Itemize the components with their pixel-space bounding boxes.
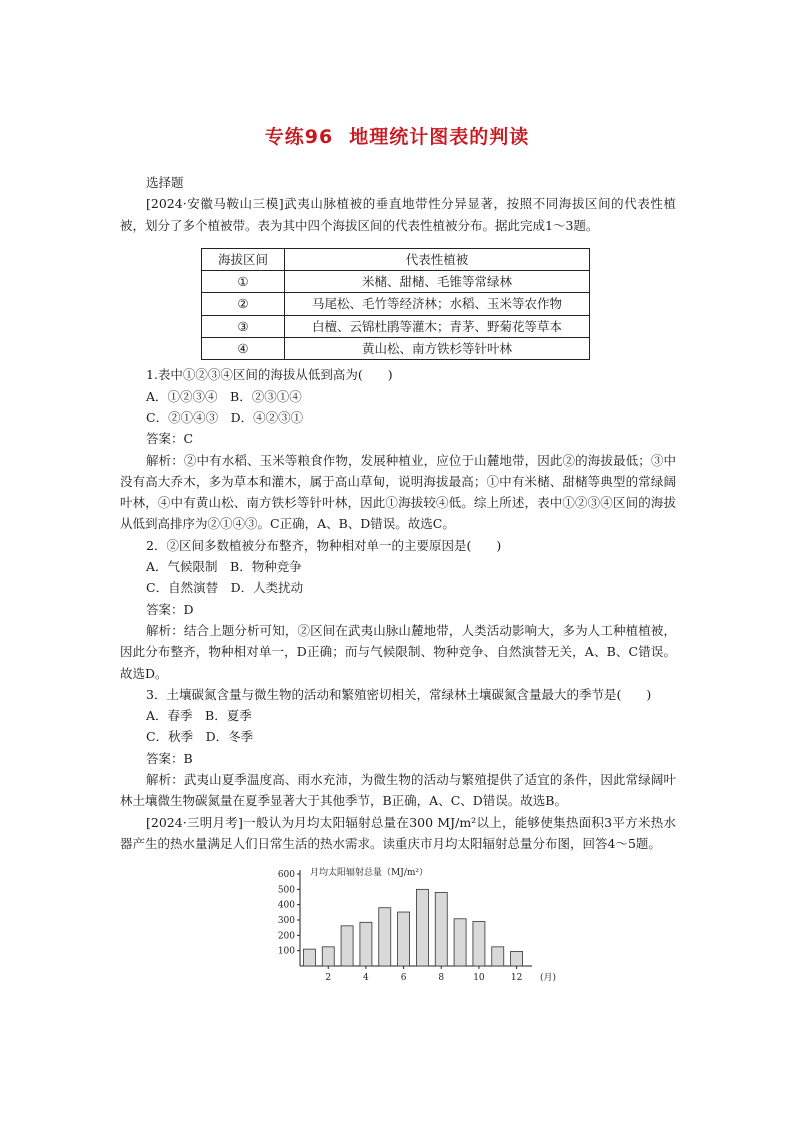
question-2-options-ab: [120, 556, 676, 577]
chart-bar: [454, 919, 466, 966]
option-d: D．人类扰动: [230, 580, 304, 596]
option-a: A．①②③④: [146, 388, 218, 404]
table-row: [202, 315, 590, 337]
table-row: [202, 271, 590, 293]
question-3-analysis: 解析：武夷山夏季温度高、雨水充沛，为微生物的活动与繁殖提供了适宜的条件，因此常绿阔叶林土壤微生物碳氮量在夏季显著大于其他季节，B正确，A、C、D错误。故选B。: [120, 772, 676, 809]
option-c: C．自然演替: [146, 580, 219, 596]
table-cell: 米槠、甜槠、毛锥等常绿林: [285, 271, 590, 293]
title-part1: 专练96: [264, 126, 334, 148]
x-tick-label: 8: [438, 973, 445, 984]
y-tick-label: 200: [277, 931, 295, 942]
section-heading: 选择题: [146, 175, 184, 190]
chart-bar: [398, 912, 410, 966]
chart-bar: [511, 952, 523, 967]
chart-bar: [492, 947, 504, 966]
y-tick-label: 600: [277, 870, 295, 881]
intro-paragraph-1: [2024·安徽马鞍山三模]武夷山脉植被的垂直地带性分异显著，按照不同海拔区间的代表性植被，划分了多个植被带。表为其中四个海拔区间的代表性植被分布。据此完成1～3题。: [120, 196, 676, 233]
table-cell: 马尾松、毛竹等经济林；水稻、玉米等农作物: [285, 293, 590, 315]
question-3-options-ab: [120, 705, 676, 726]
vegetation-table: [201, 248, 590, 360]
chart-bar: [379, 908, 391, 966]
option-d: D．④②③①: [230, 409, 304, 425]
option-c: C．②①④③: [146, 409, 219, 425]
question-2-stem: 2．②区间多数植被分布整齐，物种相对单一的主要原因是( ): [146, 537, 502, 553]
table-header-row: [202, 248, 590, 270]
y-tick-label: 300: [277, 916, 295, 927]
table-row: [202, 338, 590, 360]
question-3-options-cd: [120, 726, 676, 747]
y-tick-label: 100: [277, 946, 295, 957]
y-tick-label: 500: [277, 885, 295, 896]
table-cell: 白檀、云锦杜鹃等灌木；青茅、野菊花等草本: [285, 315, 590, 337]
x-tick-label: 12: [510, 973, 523, 984]
x-tick-label: 2: [325, 973, 332, 984]
x-tick-label: 4: [363, 973, 369, 984]
option-a: A．气候限制: [146, 559, 218, 575]
x-tick-label: 10: [473, 973, 485, 984]
chart-bar: [416, 890, 428, 967]
table-cell: ①: [202, 271, 285, 293]
option-d: D．冬季: [205, 729, 254, 745]
table-cell: ③: [202, 315, 285, 337]
document-body: [120, 172, 676, 984]
question-1-options-cd: [120, 407, 676, 428]
page-title: [0, 122, 794, 149]
solar-radiation-chart: [266, 862, 556, 984]
table-header: 海拔区间: [202, 248, 285, 270]
y-tick-label: 400: [277, 900, 295, 911]
table-cell: 黄山松、南方铁杉等针叶林: [285, 338, 590, 360]
x-tick-label: 6: [400, 973, 407, 984]
chart-canvas: [266, 862, 556, 984]
table-cell: ④: [202, 338, 285, 360]
question-3-stem: 3．土壤碳氮含量与微生物的活动和繁殖密切相关，常绿林土壤碳氮含量最大的季节是( ): [146, 686, 652, 702]
intro-paragraph-2: [2024·三明月考]一般认为月均太阳辐射总量在300 MJ/m²以上，能够使集热面积3平方米热水器产生的热水量满足人们日常生活的热水需求。读重庆市月均太阳辐射总量分布图，回答4～5题。: [120, 814, 676, 851]
chart-bar: [360, 923, 372, 967]
chart-bar: [473, 922, 485, 966]
table-header: 代表性植被: [285, 248, 590, 270]
chart-title: 月均太阳辐射总量（MJ/m²）: [310, 868, 428, 879]
option-a: A．春季: [146, 708, 193, 724]
x-axis-label: (月): [540, 973, 556, 984]
chart-bar: [322, 947, 334, 966]
question-3-answer: 答案：B: [146, 750, 193, 766]
question-1-analysis: 解析：②中有水稻、玉米等粮食作物，发展种植业，应位于山麓地带，因此②的海拔最低；③中没有高大乔木，多为草本和灌木，属于高山草甸，说明海拔最高；①中有米槠、甜槠等典型的常绿阔叶林，④中有黄山松、南方铁杉等针叶林，因此①海拔较④低。综上所述，表中①②③④区间的海拔从低到高排序为②①④③。C正确，A、B、D错误。故选C。: [120, 452, 676, 532]
option-b: B．②③①④: [230, 388, 302, 404]
table-row: [202, 293, 590, 315]
question-2-answer: 答案：D: [146, 601, 194, 617]
question-2-options-cd: [120, 577, 676, 598]
option-c: C．秋季: [146, 729, 194, 745]
chart-bar: [435, 893, 447, 967]
option-b: B．物种竞争: [230, 559, 302, 575]
chart-bar: [341, 926, 353, 966]
question-2-analysis: 解析：结合上题分析可知，②区间在武夷山脉山麓地带，人类活动影响大，多为人工种植植被，因此分布整齐，物种相对单一，D正确；而与气候限制、物种竞争、自然演替无关，A、B、C错误。故选D。: [120, 622, 676, 681]
option-b: B．夏季: [205, 708, 252, 724]
question-1-answer: 答案：C: [146, 431, 194, 447]
question-1-options-ab: [120, 386, 676, 407]
chart-bar: [303, 949, 315, 966]
title-part2: 地理统计图表的判读: [349, 126, 530, 148]
table-cell: ②: [202, 293, 285, 315]
question-1-stem: 1.表中①②③④区间的海拔从低到高为( ): [146, 367, 393, 383]
